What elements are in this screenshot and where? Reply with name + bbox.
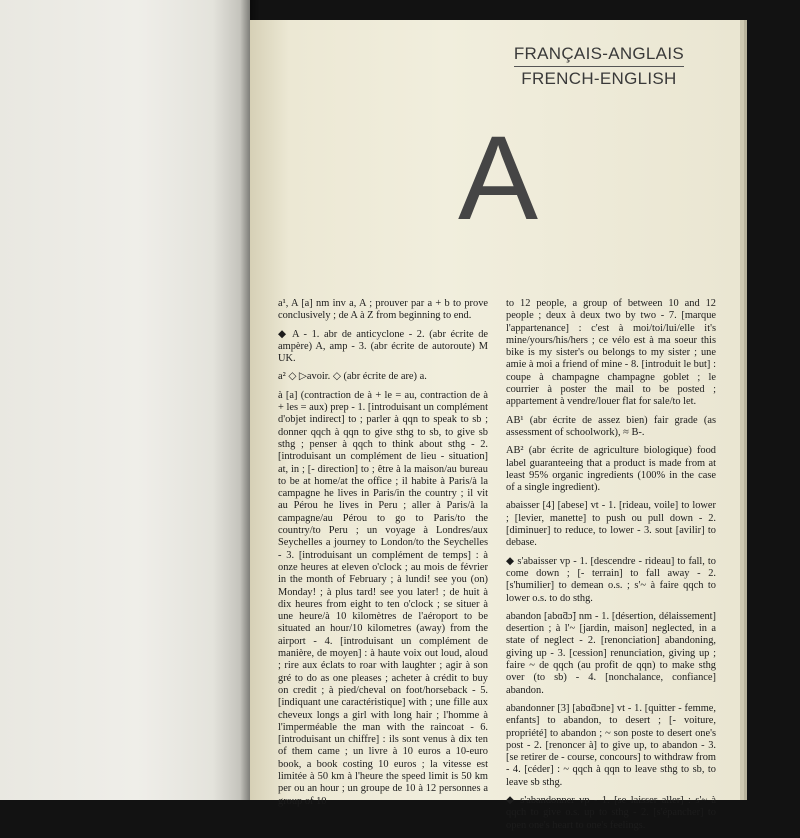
entry-sabaisser: ◆ s'abaisser vp - 1. [descendre - rideau] to fall, to come down ; [- terrain] to fall away - 2. [s'humilier] to demean o.s. ; s'~ à faire qqch to lower o.s. to do sthg.	[506, 555, 716, 604]
entry-abandon: abandon [abɑ̃dɔ̃] nm - 1. [désertion, délaissement] desertion ; à l'~ [jardin, maison] neglected, in a state of neglect - 2. [renonciation] abandoning, giving up - 3. [cession] renunciation, giving up ; faire ~ de qqch (au profit de qqn) to make sthg over (to sb) - 4. [nonchalance, confiance] abandon.	[506, 610, 716, 696]
entry-a-prep-cont: to 12 people, a group of between 10 and 12 people ; deux à deux two by two - 7. [marque l'appartenance] : c'est à moi/toi/lui/elle it's mine/yours/his/hers ; ce vélo est à ma soeur this bike is my sister's ou belongs to my sister ; une amie à moi a friend of mine - 8. [introduit le but] : coupe à champagne champagne goblet ; le courrier à poster the mail to be posted ; appartement à vendre/louer flat for sale/to let.	[506, 298, 716, 408]
left-column	[278, 298, 488, 814]
entry-ab2: AB² (abr écrite de agriculture biologique) food label guaranteeing that a product is made from at least 95% organic ingredients (100% in the case of a single ingredient).	[506, 445, 716, 494]
header-line-english: FRENCH-ENGLISH	[521, 69, 677, 88]
left-page	[0, 0, 250, 800]
entry-abaisser: abaisser [4] [abese] vt - 1. [rideau, voile] to lower ; [levier, manette] to push ou pull down - 2. [diminuer] to reduce, to lower - 3. sout [avilir] to debase.	[506, 500, 716, 549]
right-column	[506, 298, 716, 838]
header-rule	[514, 66, 684, 67]
entry-sabandonner: ◆ s'abandonner vp - 1. [se laisser aller] : s'~ à qqch to give o.s. up to sthg - 2. [s'épancher] to open one's heart to one's feelings.	[506, 794, 716, 831]
right-page	[250, 20, 740, 831]
entry-a1: a¹, A [a] nm inv a, A ; prouver par a + b to prove conclusively ; de A à Z from beginning to end.	[278, 298, 488, 322]
entry-abandonner: abandonner [3] [abɑ̃dɔne] vt - 1. [quitter - femme, enfants] to abandon, to desert ; [- voiture, propriété] to abandon ; ~ son poste to desert one's post - 2. [renoncer à] to give up, to abandon - 3. [se retirer de - course, concours] to withdraw from - 4. [céder] : ~ qqch à qqn to leave sthg to sb, to leave sb sthg.	[506, 702, 716, 788]
entry-a2: a² ◇ ▷avoir. ◇ (abr écrite de are) a.	[278, 371, 427, 383]
entry-a-abbr: ◆ A - 1. abr de anticyclone - 2. (abr écrite de ampère) A, amp - 3. (abr écrite de autoroute) M UK.	[278, 328, 488, 365]
entry-ab1: AB¹ (abr écrite de assez bien) fair grade (as assessment of schoolwork), ≈ B-.	[506, 414, 716, 438]
entry-a-prep: à [a] (contraction de à + le = au, contraction de à + les = aux) prep - 1. [introduisant un complément d'objet indirect] to ; parler à qqn to speak to sb ; donner qqch à qqn to give sthg to sb, to give sb sthg ; penser à qqch to think about sthg - 2. [introduisant un complément de lieu - situation] at, in ; [- direction] to ; être à la maison/au bureau to be at home/at the office ; il habite à Paris/à la campagne he lives in Paris/in the country ; il vit au Pérou he lives in Peru ; aller à Paris/à la campagne/au Pérou to go to Paris/to the country/to Peru ; un voyage à Londres/aux Seychelles a journey to London/to the Seychelles - 3. [introduisant un complément de temps] : à onze heures at eleven o'clock ; au mois de février in the month of February ; à lundi! see you (on) Monday! ; à plus tard! see you later! ; de huit à dix heures from eight to ten o'clock ; se situer à une heure/à 10 kilomètres de l'aéroport to be situated an hour/10 kilometres (away) from the airport - 4. [introduisant un complément de manière, de moyen] : à haute voix out loud, aloud ; rire aux éclats to roar with laughter ; agir à son gré to do as one pleases ; acheter à crédit to buy on credit ; à pied/cheval on foot/horseback - 5. [indiquant une caractéristique] with ; une fille aux cheveux longs a girl with long hair ; l'homme à l'imperméable the man with the raincoat - 6. [introduisant un chiffre] : ils sont venus à dix ten of them came ; un livre à 10 euros a 10-euro book, a book costing 10 euros ; la vitesse est limitée à 50 km à l'heure the speed limit is 50 km per ou an hour ; un groupe de 10 à 12 personnes a group of 10	[278, 389, 488, 807]
section-letter: A	[458, 111, 539, 245]
section-header	[514, 44, 684, 89]
header-line-french: FRANÇAIS-ANGLAIS	[513, 44, 684, 63]
